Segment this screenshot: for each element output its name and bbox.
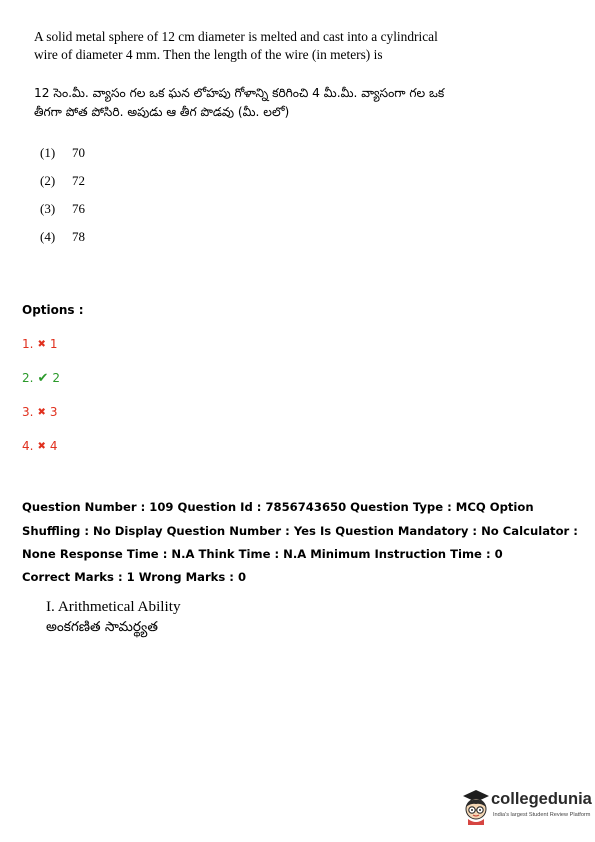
choice-number: (2) bbox=[40, 173, 56, 188]
choice-item bbox=[40, 145, 85, 173]
option-number: 3. bbox=[22, 405, 34, 419]
logo-tagline: India's largest Student Review Platform bbox=[493, 812, 591, 818]
section-title-english: I. Arithmetical Ability bbox=[46, 598, 181, 615]
question-details: Question Number : 109 Question Id : 7856743650 Question Type : MCQ Option Shuffling : No Display Question Number : Yes Is Question Mandatory : No Calculator : None Response Time : N.A Think Time : N.A Minimum Instruction Time : 0 bbox=[22, 500, 578, 561]
section-title-telugu: అంకగణిత సామర్థ్యత bbox=[46, 619, 158, 635]
choice-number: (4) bbox=[40, 229, 56, 244]
option-number: 4. bbox=[22, 439, 34, 453]
option-value: 3 bbox=[49, 405, 58, 419]
option-item bbox=[22, 405, 60, 439]
cross-icon: ✖ bbox=[37, 339, 46, 350]
choice-value: 76 bbox=[72, 201, 85, 216]
check-icon: ✔ bbox=[37, 371, 49, 386]
choice-number: (3) bbox=[40, 201, 56, 216]
option-value: 1 bbox=[49, 337, 58, 351]
collegedunia-logo bbox=[461, 787, 591, 827]
choice-value: 72 bbox=[72, 173, 85, 188]
option-value: 2 bbox=[52, 371, 60, 385]
option-item bbox=[22, 337, 60, 371]
choice-item bbox=[40, 173, 85, 201]
option-item bbox=[22, 439, 60, 473]
choice-value: 78 bbox=[72, 229, 85, 244]
choice-item bbox=[40, 229, 85, 257]
option-item bbox=[22, 371, 60, 405]
option-number: 1. bbox=[22, 337, 34, 351]
question-text-telugu: 12 సెం.మీ. వ్యాసం గల ఒక ఘన లోహపు గోళాన్ని కరిగించి 4 మీ.మీ. వ్యాసంగా గల ఒక తీగగా పోత పోసిరి. అపుడు ఆ తీగ పొడవు (మీ. లలో) bbox=[34, 86, 445, 119]
marks-info: Correct Marks : 1 Wrong Marks : 0 bbox=[22, 570, 247, 584]
choice-item bbox=[40, 201, 85, 229]
choice-number: (1) bbox=[40, 145, 56, 160]
option-value: 4 bbox=[49, 439, 58, 453]
options-list bbox=[22, 337, 60, 473]
option-number: 2. bbox=[22, 371, 34, 385]
cross-icon: ✖ bbox=[37, 441, 46, 452]
options-heading: Options : bbox=[22, 303, 84, 317]
choice-list bbox=[40, 145, 85, 257]
graduate-mascot-icon bbox=[461, 787, 491, 827]
logo-wordmark: collegedunia bbox=[491, 790, 592, 808]
choice-value: 70 bbox=[72, 145, 85, 160]
cross-icon: ✖ bbox=[37, 407, 46, 418]
question-text-english: A solid metal sphere of 12 cm diameter is melted and cast into a cylindrical wire of diameter 4 mm. Then the length of the wire (in meters) is bbox=[34, 29, 438, 62]
